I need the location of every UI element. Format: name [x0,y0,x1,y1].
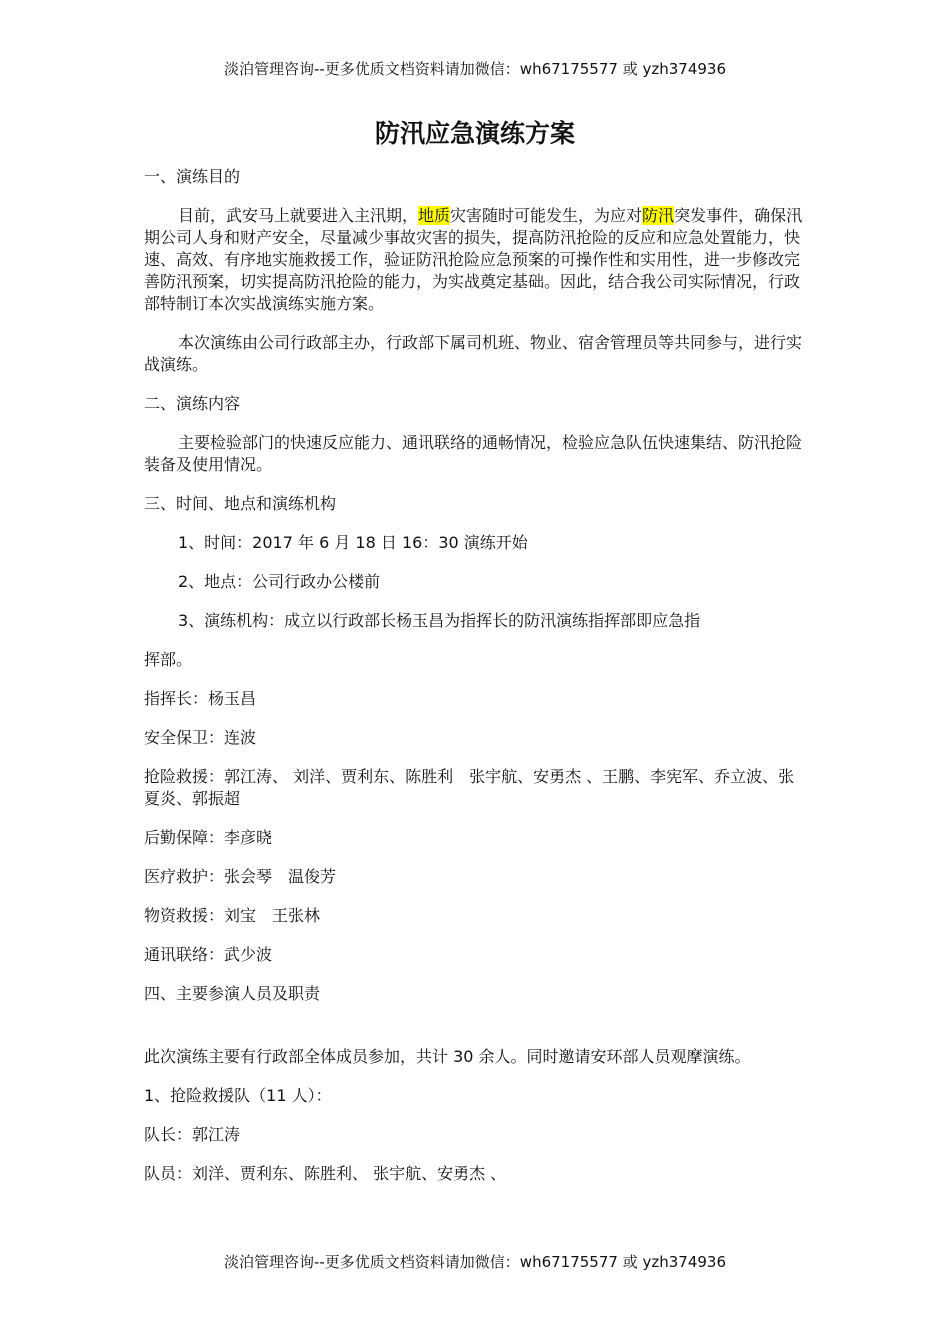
text-run: 突发事件，确保汛期公司人身和财产安全，尽量减少事故灾害的损失，提高防汛抢险的反应和应急处置能力，快速、高效、有序地实施救援工作，验证防汛抢险应急预案的可操作性和实用性，进一步修改完善防汛预案，切实提高防汛抢险的能力，为实战奠定基础。因此，结合我公司实际情况，行政部特制订本次实战演练实施方案。 [144,206,803,313]
section-heading-2: 二、演练内容 [144,394,241,413]
role-supplies: 物资救援：刘宝 王张林 [144,906,321,925]
highlight-flood: 防汛 [642,206,675,225]
paragraph-participants: 此次演练主要有行政部全体成员参加，共计 30 余人。同时邀请安环部人员观摩演练。 [144,1047,751,1066]
drill-time: 1、时间：2017 年 6 月 18 日 16：30 演练开始 [178,533,528,552]
paragraph-content: 主要检验部门的快速反应能力、通讯联络的通畅情况，检验应急队伍快速集结、防汛抢险装备及使用情况。 [144,433,803,474]
document-body [144,166,806,1185]
drill-place: 2、地点：公司行政办公楼前 [178,572,381,591]
team-leader: 队长：郭江涛 [144,1125,241,1144]
drill-organization: 3、演练机构：成立以行政部长杨玉昌为指挥长的防汛演练指挥部即应急指 [178,611,701,630]
text-run: 灾害随时可能发生，为应对 [450,206,643,225]
text-run: 目前，武安马上就要进入主汛期， [178,206,419,225]
page-header: 淡泊管理咨询--更多优质文档资料请加微信：wh67175577 或 yzh374936 [223,60,726,78]
section-heading-3: 三、时间、地点和演练机构 [144,494,337,513]
team-title: 1、抢险救援队（11 人）： [144,1086,332,1105]
paragraph-organizer: 本次演练由公司行政部主办，行政部下属司机班、物业、宿舍管理员等共同参与，进行实战演练。 [144,333,803,374]
team-members: 队员：刘洋、贾利东、陈胜利、 张宇航、安勇杰 、 [144,1164,507,1183]
highlight-geology: 地质 [418,206,451,225]
section-heading-4: 四、主要参演人员及职责 [144,984,321,1003]
role-logistics: 后勤保障：李彦晓 [144,828,273,847]
role-medical: 医疗救护：张会琴 温俊芳 [144,867,337,886]
role-security: 安全保卫：连波 [144,728,257,747]
paragraph-purpose [144,205,806,315]
role-comms: 通讯联络：武少波 [144,945,273,964]
role-commander: 指挥长：杨玉昌 [144,689,257,708]
document-title: 防汛应急演练方案 [374,119,575,148]
section-heading-1: 一、演练目的 [144,167,241,186]
page-footer: 淡泊管理咨询--更多优质文档资料请加微信：wh67175577 或 yzh374936 [223,1253,726,1271]
drill-organization-cont: 挥部。 [144,650,193,669]
role-rescue: 抢险救援：郭江涛、 刘洋、贾利东、陈胜利 张宇航、安勇杰 、王鹏、李宪军、乔立波、张夏炎、郭振超 [144,767,795,808]
